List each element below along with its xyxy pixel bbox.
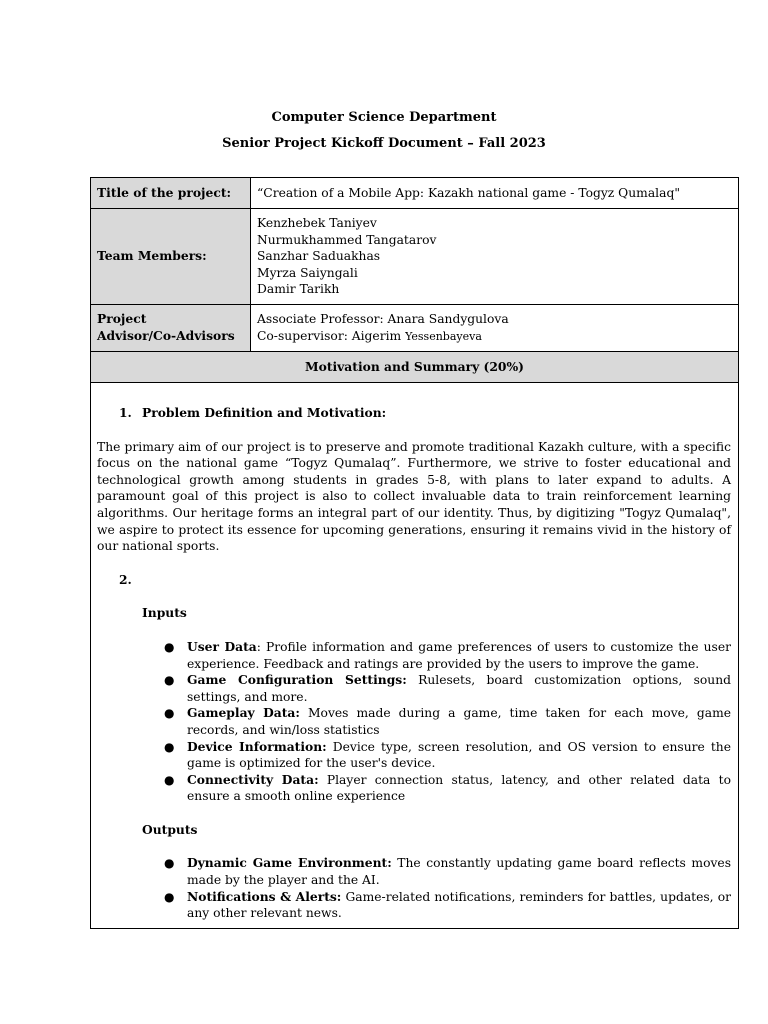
item-term: Notifications & Alerts: — [187, 888, 342, 904]
item-text: Rulesets, board customization options, sound settings, and more. — [187, 673, 732, 704]
team-members-cell — [251, 209, 739, 305]
team-member: Nurmukhammed Tangatarov — [257, 232, 437, 247]
bullet-icon: ● — [164, 739, 175, 754]
kickoff-table — [90, 177, 739, 929]
problem-number: 1. — [119, 405, 132, 420]
team-member: Kenzhebek Taniyev — [257, 216, 377, 231]
section2-number: 2. — [119, 571, 132, 587]
title-value: “Creation of a Mobile App: Kazakh national game - Togyz Qumalaq" — [251, 178, 739, 209]
item-term: Connectivity Data: — [187, 771, 319, 787]
department-heading: Computer Science Department — [271, 110, 497, 125]
problem-heading-text: Problem Definition and Motivation: — [142, 405, 387, 420]
item-term: User Data — [187, 638, 257, 654]
team-member: Damir Tarikh — [257, 282, 340, 297]
list-item — [97, 739, 731, 772]
advisor-line2-prefix: Co-supervisor: Aigerim — [257, 328, 406, 343]
advisor-row — [91, 305, 739, 352]
list-item — [97, 639, 731, 672]
team-member: Myrza Saiyngali — [257, 265, 358, 280]
list-item — [97, 855, 731, 888]
list-item — [97, 772, 731, 805]
bullet-icon: ● — [164, 889, 175, 904]
list-item — [97, 705, 731, 738]
item-text: Device type, screen resolution, and OS version to ensure the game is optimized for the user's device. — [187, 739, 731, 771]
section-header: Motivation and Summary (20%) — [91, 352, 739, 383]
item-term: Device Information: — [187, 738, 327, 754]
bullet-icon: ● — [164, 856, 175, 871]
title-label: Title of the project: — [91, 178, 251, 209]
content-row — [91, 383, 739, 929]
item-text: Player connection status, latency, and other related data to ensure a smooth online experience — [187, 772, 731, 804]
section-header-row — [91, 352, 739, 383]
item-text: Moves made during a game, time taken for each move, game records, and win/loss statistics — [187, 706, 732, 737]
item-term: Game Configuration Settings: — [187, 672, 407, 688]
team-row — [91, 209, 739, 305]
title-row — [91, 178, 739, 209]
advisor-label-line2: Advisor/Co-Advisors — [97, 328, 235, 343]
inputs-list — [97, 639, 731, 805]
advisor-line2-name: Yessenbayeva — [405, 329, 482, 343]
advisor-label — [91, 305, 251, 352]
document-title: Senior Project Kickoff Document – Fall 2023 — [222, 136, 546, 151]
advisor-label-line1: Project — [97, 311, 147, 327]
advisor-line1: Associate Professor: Anara Sandygulova — [257, 311, 509, 326]
list-item — [97, 889, 731, 922]
list-item — [97, 672, 731, 705]
item-term: Gameplay Data: — [187, 705, 300, 721]
bullet-icon: ● — [164, 673, 175, 688]
bullet-icon: ● — [164, 639, 175, 654]
problem-paragraph: The primary aim of our project is to preserve and promote traditional Kazakh culture, with a specific focus on the national game “Togyz Qumalaq”. Furthermore, we strive to foster educational and technological growth among students in grades 5-8, with plans to later expand to adults. A paramount goal of this project is also to collect invaluable data to train reinforcement learning algorithms. Our heritage forms an integral part of our identity. Thus, by digitizing "Togyz Qumalaq", we aspire to protect its essence for upcoming generations, ensuring it remains vivid in the history of our national sports. — [97, 439, 731, 554]
item-term: Dynamic Game Environment: — [187, 855, 392, 871]
outputs-heading: Outputs — [142, 821, 198, 837]
item-text: : Profile information and game preferences of users to customize the user experience. Feedback and ratings are provided by the users to improve the game. — [187, 639, 731, 671]
bullet-icon: ● — [164, 706, 175, 721]
advisor-line2 — [257, 328, 732, 346]
content-cell — [91, 383, 739, 929]
bullet-icon: ● — [164, 772, 175, 787]
advisor-value — [251, 305, 739, 352]
inputs-heading: Inputs — [142, 605, 187, 621]
item-text: The constantly updating game board reflects moves made by the player and the AI. — [187, 856, 732, 888]
item-text: Game-related notifications, reminders for battles, updates, or any other relevant news. — [187, 889, 731, 921]
problem-heading — [119, 405, 731, 422]
team-member: Sanzhar Saduakhas — [257, 249, 381, 264]
team-label: Team Members: — [91, 209, 251, 305]
outputs-list — [97, 855, 731, 921]
